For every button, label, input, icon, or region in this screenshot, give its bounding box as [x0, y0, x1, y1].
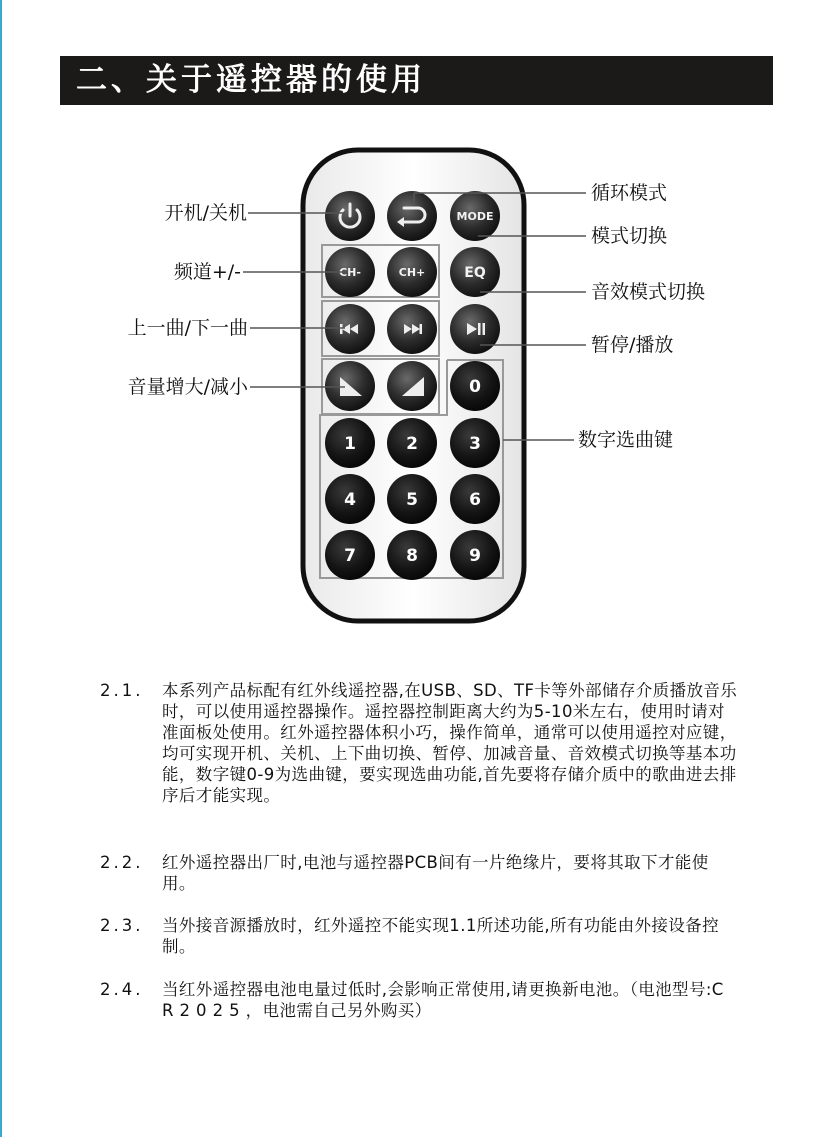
eq-button[interactable]	[450, 247, 500, 297]
digit-button-1[interactable]	[325, 418, 375, 468]
digit-label-1: 1	[344, 434, 356, 454]
digit-button-5[interactable]	[387, 474, 437, 524]
section-2-2	[100, 852, 740, 894]
digit-button-4[interactable]	[325, 474, 375, 524]
digit-button-3[interactable]	[450, 418, 500, 468]
power-callout: 开机/关机	[164, 202, 247, 224]
section-number: 2.1.	[100, 681, 144, 700]
volume-callout: 音量增大/减小	[127, 376, 248, 398]
digit-button-0[interactable]	[450, 361, 500, 411]
section-title: 二、关于遥控器的使用	[60, 56, 773, 105]
ch-plus-button[interactable]	[387, 247, 437, 297]
section-number: 2.4.	[100, 980, 144, 999]
digit-label-0: 0	[469, 377, 481, 397]
ch-plus-label: CH+	[398, 266, 426, 279]
digit-button-8[interactable]	[387, 530, 437, 580]
section-text: 红外遥控器出厂时,电池与遥控器PCB间有一片绝缘片，要将其取下才能使用。	[162, 853, 709, 893]
prev-track-button[interactable]	[325, 304, 375, 354]
section-2-4	[100, 979, 740, 1021]
section-2-3	[100, 915, 740, 957]
digit-label-4: 4	[344, 490, 356, 510]
mode-button-label: MODE	[456, 210, 494, 223]
digit-button-6[interactable]	[450, 474, 500, 524]
digits-callout: 数字选曲键	[578, 429, 674, 451]
track-callout: 上一曲/下一曲	[127, 317, 248, 339]
section-text: 本系列产品标配有红外线遥控器,在USB、SD、TF卡等外部储存介质播放音乐时，可以使用遥控器操作。遥控器控制距离大约为5-10米左右，使用时请对准面板处使用。红外遥控器体积小巧，操作简单，通常可以使用遥控对应键，均可实现开机、关机、上下曲切换、暂停、加减音量、音效模式切换等基本功能，数字键0-9为选曲键，要实现选曲功能,首先要将存储介质中的歌曲进去排序后才能实现。	[162, 681, 738, 805]
section-text: 当红外遥控器电池电量过低时,会影响正常使用,请更换新电池。（电池型号:C R 2 0 2 5 ，电池需自己另外购买）	[162, 980, 724, 1020]
play-pause-button[interactable]	[450, 304, 500, 354]
digit-button-2[interactable]	[387, 418, 437, 468]
digit-button-7[interactable]	[325, 530, 375, 580]
digit-label-2: 2	[406, 434, 418, 454]
power-button[interactable]	[325, 191, 375, 241]
eq-label: EQ	[464, 265, 486, 281]
volume-up-button[interactable]	[387, 361, 437, 411]
eq-callout: 音效模式切换	[591, 281, 706, 303]
digit-label-6: 6	[469, 490, 481, 510]
mode-button[interactable]	[450, 191, 500, 241]
loop-button[interactable]	[387, 191, 437, 241]
digit-label-5: 5	[406, 490, 418, 510]
digit-label-9: 9	[469, 546, 481, 566]
loop-callout: 循环模式	[591, 182, 668, 204]
next-track-button[interactable]	[387, 304, 437, 354]
section-number: 2.2.	[100, 853, 144, 872]
ch-minus-label: CH-	[339, 266, 361, 279]
mode-callout: 模式切换	[591, 225, 668, 247]
section-2-1	[100, 680, 740, 806]
digit-label-3: 3	[469, 434, 481, 454]
digit-label-7: 7	[344, 546, 356, 566]
channel-callout: 频道+/-	[173, 261, 241, 283]
digit-button-9[interactable]	[450, 530, 500, 580]
pause-callout: 暂停/播放	[591, 334, 674, 356]
volume-down-button[interactable]	[325, 361, 375, 411]
section-number: 2.3.	[100, 916, 144, 935]
digit-label-8: 8	[406, 546, 418, 566]
section-text: 当外接音源播放时，红外遥控不能实现1.1所述功能,所有功能由外接设备控制。	[162, 916, 719, 956]
